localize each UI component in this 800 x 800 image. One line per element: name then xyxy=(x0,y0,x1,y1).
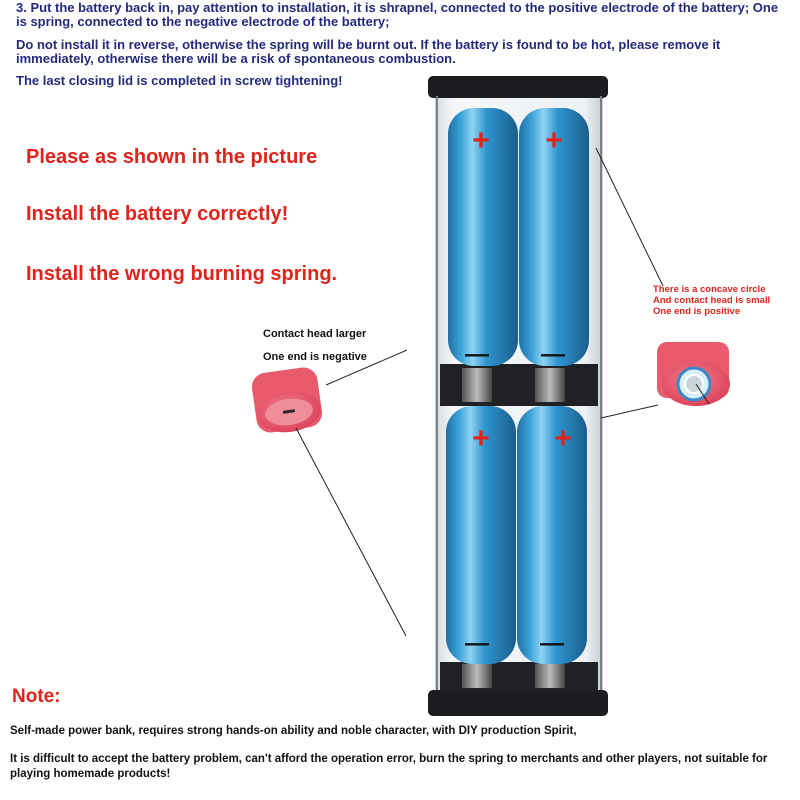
instruction-line-2: Do not install it in reverse, otherwise the spring will be burnt out. If the battery is found to be hot, please remove it immediately, otherwise there will be a risk of spontaneous combustion. xyxy=(16,37,721,66)
top-lid xyxy=(428,76,608,98)
bottom-lid xyxy=(428,690,608,716)
note-title: Note: xyxy=(12,686,61,707)
positive-callout-line-2: And contact head is small xyxy=(653,295,771,306)
heading-shown-in-picture: Please as shown in the picture xyxy=(26,146,318,168)
positive-callout-line-3: One end is positive xyxy=(653,306,741,317)
plus-mark-bottom-right: + xyxy=(554,422,572,455)
plus-mark-top-left: + xyxy=(472,124,490,157)
heading-install-correctly: Install the battery correctly! xyxy=(26,203,289,225)
leader-positive-to-middle xyxy=(601,405,658,418)
battery-bottom-right xyxy=(517,406,587,664)
minus-mark-bottom-right: — xyxy=(540,630,564,657)
note-paragraph-2: It is difficult to accept the battery problem, can't afford the operation error, burn the spring to merchants and other players, not suitable for playing homemade products! xyxy=(10,753,768,780)
leader-positive-to-top xyxy=(596,148,663,286)
negative-end-closeup xyxy=(250,366,324,437)
instruction-line-3: The last closing lid is completed in screw tightening! xyxy=(16,73,343,88)
positive-callout-line-1: There is a concave circle xyxy=(653,284,766,295)
plus-mark-bottom-left: + xyxy=(472,422,490,455)
instruction-line-1: 3. Put the battery back in, pay attention to installation, it is shrapnel, connected to the positive electrode of the battery; One is spring, connected to the negative electrode of the battery; xyxy=(16,0,779,29)
heading-install-wrong: Install the wrong burning spring. xyxy=(26,263,338,285)
minus-mark-top-right: — xyxy=(541,341,565,368)
negative-callout-line-2: One end is negative xyxy=(263,351,367,363)
positive-callout xyxy=(653,284,770,317)
note-paragraph-1: Self-made power bank, requires strong hands-on ability and noble character, with DIY production Spirit, xyxy=(10,725,577,737)
minus-mark-top-left: — xyxy=(465,341,489,368)
negative-callout-line-1: Contact head larger xyxy=(263,328,367,340)
leader-negative-to-bottom xyxy=(296,428,406,636)
minus-mark-bottom-left: — xyxy=(465,630,489,657)
positive-end-closeup xyxy=(657,342,730,406)
plus-mark-top-right: + xyxy=(545,124,563,157)
